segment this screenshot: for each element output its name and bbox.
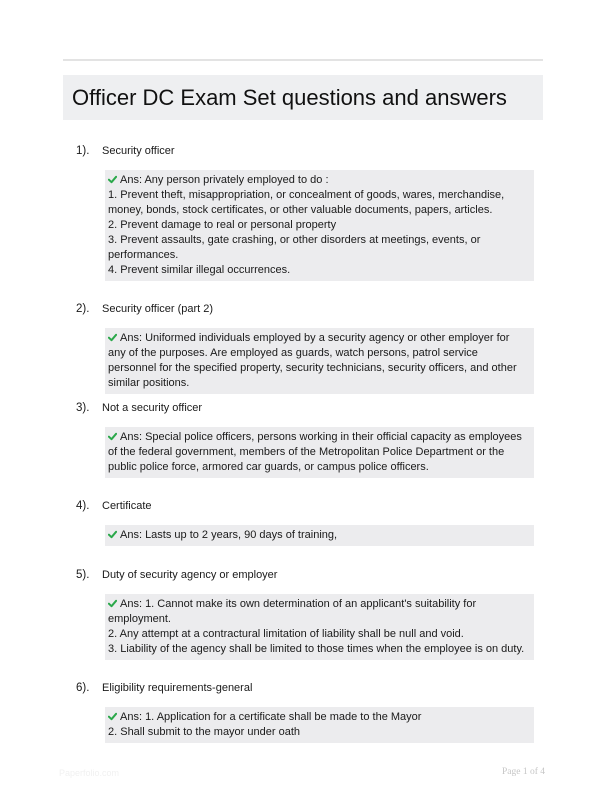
question-text: Security officer	[102, 145, 175, 157]
answer-line: Ans: 1. Application for a certificate shall be made to the Mayor	[108, 710, 528, 725]
qa-item-3	[63, 402, 543, 478]
qa-item-5	[63, 569, 543, 660]
answer-line: 2. Any attempt at a contractural limitation of liability shall be null and void.	[108, 628, 464, 640]
title-box	[63, 75, 543, 120]
question-number: 4).	[76, 500, 90, 512]
checkmark-icon	[108, 175, 117, 184]
qa-item-4	[63, 500, 543, 546]
answer-line: Ans: Any person privately employed to do :	[108, 173, 528, 188]
answer-box	[105, 594, 534, 660]
question-number: 1).	[76, 145, 90, 157]
answer-box	[105, 170, 534, 281]
answer-line: 2. Prevent damage to real or personal property	[108, 219, 337, 231]
question-number: 3).	[76, 402, 90, 414]
qa-item-2	[63, 303, 543, 394]
answer-line: 3. Prevent assaults, gate crashing, or other disorders at meetings, events, or performances.	[108, 234, 481, 261]
qa-item-1	[63, 145, 543, 281]
question-row	[63, 682, 543, 700]
question-row	[63, 569, 543, 587]
footer-page-number: Page 1 of 4	[501, 767, 545, 777]
question-row	[63, 303, 543, 321]
question-text: Not a security officer	[102, 402, 203, 414]
page-title: Officer DC Exam Set questions and answers	[72, 84, 507, 110]
checkmark-icon	[108, 530, 117, 539]
question-number: 5).	[76, 569, 90, 581]
top-rule	[63, 59, 543, 61]
answer-box	[105, 328, 534, 394]
checkmark-icon	[108, 712, 117, 721]
question-number: 2).	[76, 303, 90, 315]
answer-line: 4. Prevent similar illegal occurrences.	[108, 264, 291, 276]
answer-line: 3. Liability of the agency shall be limited to those times when the employee is on duty.	[108, 643, 525, 655]
answer-box	[105, 707, 534, 743]
question-row	[63, 145, 543, 163]
question-text: Duty of security agency or employer	[102, 569, 278, 581]
question-text: Security officer (part 2)	[102, 303, 214, 315]
answer-line: Ans: Special police officers, persons working in their official capacity as employees of the federal government, members of the Metropolitan Police Department or the public police force, armored car guards, or campus police officers.	[108, 431, 522, 473]
qa-item-6	[63, 682, 543, 743]
checkmark-icon	[108, 333, 117, 342]
answer-box	[105, 427, 534, 478]
answer-line: 2. Shall submit to the mayor under oath	[108, 726, 300, 738]
answer-line: Ans: Uniformed individuals employed by a security agency or other employer for any of the purposes. Are employed as guards, watch persons, patrol service personnel for the specified property, security technicians, security officers, and other similar positions.	[108, 332, 517, 389]
checkmark-icon	[108, 432, 117, 441]
question-text: Certificate	[102, 500, 152, 512]
answer-line: 1. Prevent theft, misappropriation, or concealment of goods, wares, merchandise, money, bonds, stock certificates, or other valuable documents, papers, articles.	[108, 189, 505, 216]
answer-line: Ans: 1. Cannot make its own determination of an applicant's suitability for employment.	[108, 598, 477, 625]
question-text: Eligibility requirements-general	[102, 682, 253, 694]
question-number: 6).	[76, 682, 90, 694]
question-row	[63, 500, 543, 518]
answer-line: Ans: Lasts up to 2 years, 90 days of training,	[108, 528, 528, 543]
answer-box	[105, 525, 534, 546]
question-row	[63, 402, 543, 420]
footer-site: Paperfolio.com	[59, 768, 120, 778]
checkmark-icon	[108, 599, 117, 608]
